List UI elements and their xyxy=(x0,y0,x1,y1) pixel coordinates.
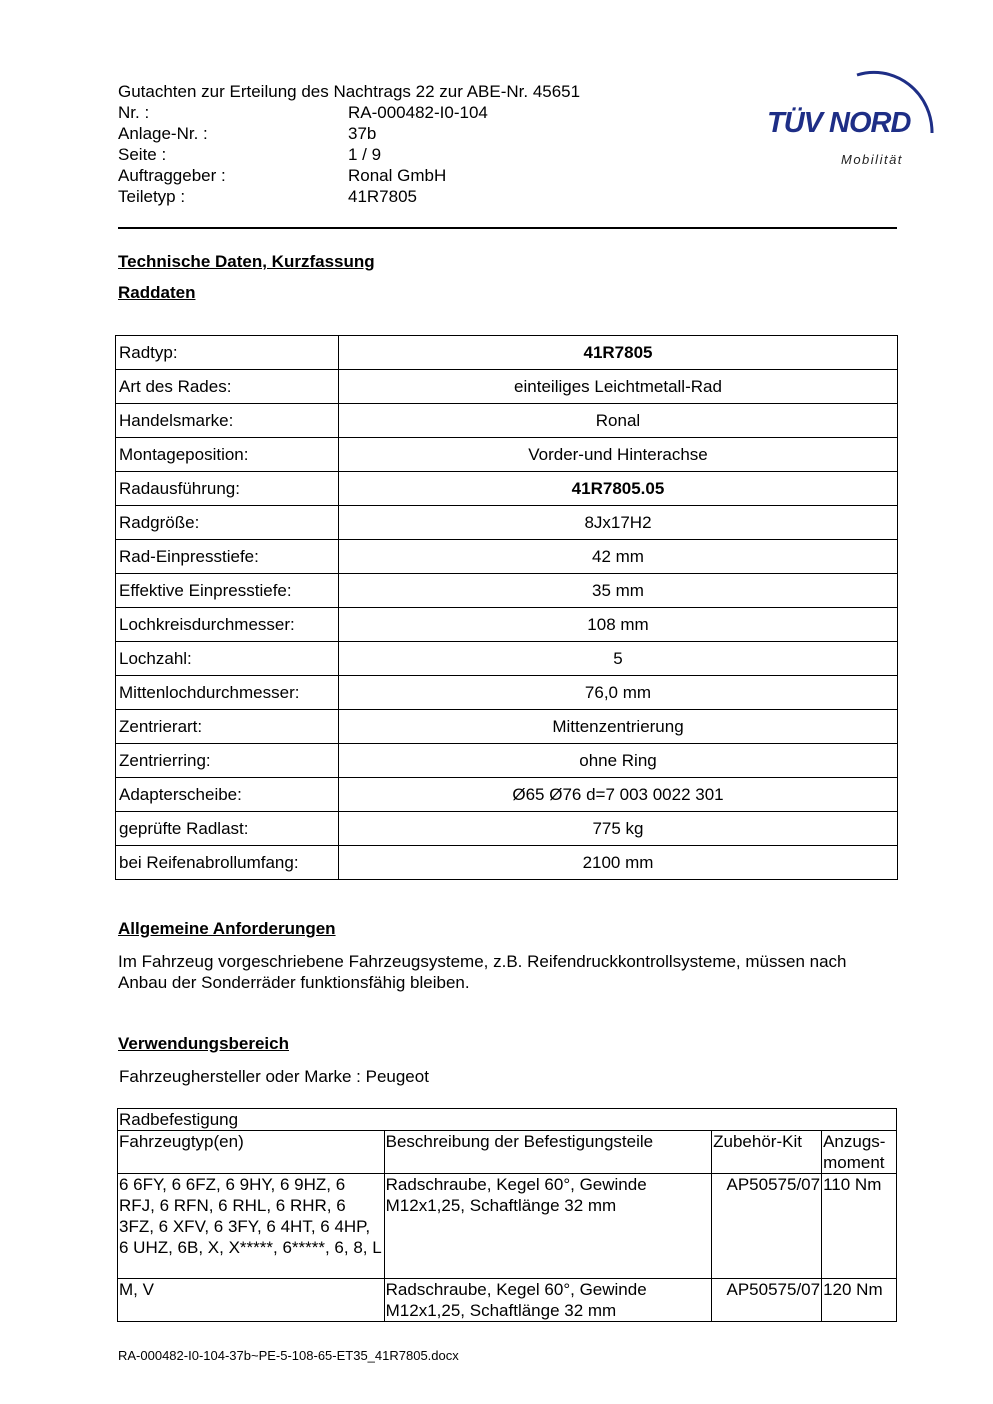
table-row xyxy=(116,472,898,506)
table-row xyxy=(116,336,898,370)
table-row xyxy=(116,846,898,880)
raddaten-value: Mittenzentrierung xyxy=(339,710,898,744)
section-title-raddaten: Raddaten xyxy=(118,283,196,302)
fahrzeugtypen-cell: 6 6FY, 6 6FZ, 6 9HY, 6 9HZ, 6 RFJ, 6 RFN, 6 RHL, 6 RHR, 6 3FZ, 6 XFV, 6 3FY, 6 4HT, 6 4HP, 6 UHZ, 6B, X, X*****, 6*****, 6, 8, L xyxy=(118,1174,385,1279)
header-label: Teiletyp : xyxy=(118,187,186,206)
raddaten-value: Vorder-und Hinterachse xyxy=(339,438,898,472)
column-header: Beschreibung der Befestigungsteile xyxy=(384,1131,712,1174)
table-row xyxy=(116,506,898,540)
header-value: 37b xyxy=(348,124,377,143)
table-row xyxy=(116,438,898,472)
raddaten-value: 35 mm xyxy=(339,574,898,608)
zubehoer-cell: AP50575/07 xyxy=(712,1279,822,1322)
befestigung-table xyxy=(117,1108,897,1322)
raddaten-value: 775 kg xyxy=(339,812,898,846)
logo-subtitle: Mobilität xyxy=(841,152,903,167)
section-title-allgemein: Allgemeine Anforderungen xyxy=(118,919,336,938)
zubehoer-cell: AP50575/07 xyxy=(712,1174,822,1279)
section-title-technical: Technische Daten, Kurzfassung xyxy=(118,252,375,271)
logo-brand: TÜV NORD xyxy=(767,107,911,139)
table-row xyxy=(118,1279,897,1322)
header-row-nr xyxy=(118,102,580,123)
table-row xyxy=(116,642,898,676)
table-row xyxy=(116,744,898,778)
raddaten-label: Effektive Einpresstiefe: xyxy=(116,574,339,608)
document-header xyxy=(118,81,580,207)
manufacturer-line: Fahrzeughersteller oder Marke : Peugeot xyxy=(119,1067,429,1086)
table-row xyxy=(116,608,898,642)
beschreibung-cell: Radschraube, Kegel 60°, Gewinde M12x1,25, Schaftlänge 32 mm xyxy=(384,1279,712,1322)
raddaten-label: Radtyp: xyxy=(116,336,339,370)
section-title-verwendung: Verwendungsbereich xyxy=(118,1034,289,1053)
table-row xyxy=(116,812,898,846)
raddaten-value: 2100 mm xyxy=(339,846,898,880)
raddaten-value: Ronal xyxy=(339,404,898,438)
raddaten-label: Adapterscheibe: xyxy=(116,778,339,812)
raddaten-value: ohne Ring xyxy=(339,744,898,778)
column-header: Zubehör-Kit xyxy=(712,1131,822,1174)
table-row xyxy=(116,710,898,744)
raddaten-value: 8Jx17H2 xyxy=(339,506,898,540)
table-row xyxy=(116,404,898,438)
header-value: 41R7805 xyxy=(348,187,418,206)
raddaten-label: Zentrierring: xyxy=(116,744,339,778)
allgemein-paragraph: Im Fahrzeug vorgeschriebene Fahrzeugsysteme, z.B. Reifendruckkontrollsysteme, müssen nach Anbau der Sonderräder funktionsfähig bleiben. xyxy=(118,952,847,992)
tuv-nord-logo xyxy=(762,55,942,170)
fahrzeugtypen-cell: M, V xyxy=(118,1279,385,1322)
header-row-auftraggeber xyxy=(118,165,580,186)
raddaten-label: bei Reifenabrollumfang: xyxy=(116,846,339,880)
raddaten-label: Art des Rades: xyxy=(116,370,339,404)
raddaten-label: geprüfte Radlast: xyxy=(116,812,339,846)
raddaten-label: Zentrierart: xyxy=(116,710,339,744)
header-value: RA-000482-I0-104 xyxy=(348,103,488,122)
header-label: Auftraggeber : xyxy=(118,166,226,185)
raddaten-label: Radgröße: xyxy=(116,506,339,540)
header-row-seite xyxy=(118,144,580,165)
table-title-row xyxy=(118,1109,897,1131)
header-divider xyxy=(118,227,897,229)
header-label: Seite : xyxy=(118,145,167,164)
raddaten-value: einteiliges Leichtmetall-Rad xyxy=(339,370,898,404)
anzugsmoment-cell: 110 Nm xyxy=(822,1174,897,1279)
header-row-teiletyp xyxy=(118,186,580,207)
column-header: Fahrzeugtyp(en) xyxy=(118,1131,385,1174)
header-title: Gutachten zur Erteilung des Nachtrags 22 zur ABE-Nr. 45651 xyxy=(118,82,581,101)
header-value: 1 / 9 xyxy=(348,145,382,164)
anzugsmoment-cell: 120 Nm xyxy=(822,1279,897,1322)
table-row xyxy=(116,778,898,812)
raddaten-label: Mittenlochdurchmesser: xyxy=(116,676,339,710)
raddaten-value: Ø65 Ø76 d=7 003 0022 301 xyxy=(339,778,898,812)
raddaten-value: 41R7805.05 xyxy=(339,472,898,506)
table-row xyxy=(116,574,898,608)
table-header-row xyxy=(118,1131,897,1174)
header-value: Ronal GmbH xyxy=(348,166,447,185)
raddaten-value: 5 xyxy=(339,642,898,676)
header-label: Nr. : xyxy=(118,103,150,122)
raddaten-label: Lochkreisdurchmesser: xyxy=(116,608,339,642)
table-row xyxy=(116,370,898,404)
table-row xyxy=(118,1174,897,1279)
raddaten-value: 41R7805 xyxy=(339,336,898,370)
raddaten-label: Montageposition: xyxy=(116,438,339,472)
raddaten-value: 108 mm xyxy=(339,608,898,642)
befestigung-title: Radbefestigung xyxy=(118,1109,897,1131)
column-header: Anzugs-moment xyxy=(822,1131,897,1174)
header-row-anlage xyxy=(118,123,580,144)
raddaten-table xyxy=(115,335,898,880)
raddaten-value: 42 mm xyxy=(339,540,898,574)
raddaten-label: Lochzahl: xyxy=(116,642,339,676)
raddaten-label: Handelsmarke: xyxy=(116,404,339,438)
raddaten-label: Radausführung: xyxy=(116,472,339,506)
table-row xyxy=(116,540,898,574)
raddaten-label: Rad-Einpresstiefe: xyxy=(116,540,339,574)
header-label: Anlage-Nr. : xyxy=(118,124,208,143)
raddaten-value: 76,0 mm xyxy=(339,676,898,710)
table-row xyxy=(116,676,898,710)
footer-filename: RA-000482-I0-104-37b~PE-5-108-65-ET35_41R7805.docx xyxy=(118,1348,459,1363)
beschreibung-cell: Radschraube, Kegel 60°, Gewinde M12x1,25, Schaftlänge 32 mm xyxy=(384,1174,712,1279)
